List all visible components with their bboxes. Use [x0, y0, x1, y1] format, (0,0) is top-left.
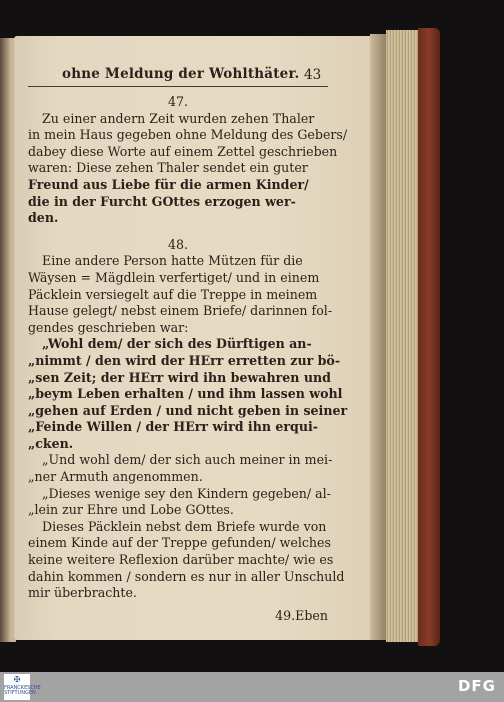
text-body	[28, 94, 348, 602]
library-logo-line: STIFTUNGEN	[4, 690, 36, 697]
text-line: Freund aus Liebe für die armen Kinder/	[28, 176, 309, 192]
text-line: den.	[28, 210, 59, 226]
text-line: Zu einer andern Zeit wurden zehen Thaler	[42, 110, 315, 126]
text-line: „sen Zeit; der HErr wird ihn bewahren und	[28, 369, 331, 385]
running-title: ohne Meldung der Wohlthäter.	[62, 66, 300, 82]
section-number: 47.	[167, 94, 189, 109]
text-line: „lein zur Ehre und Lobe GOttes.	[28, 502, 234, 518]
page-text	[28, 60, 348, 624]
text-line: „Und wohl dem/ der sich auch meiner in mei-	[42, 452, 333, 468]
page-header	[28, 60, 328, 82]
dfg-logo[interactable]: DFG	[457, 677, 496, 695]
catchword: 49.Eben	[275, 607, 328, 623]
page-number: 43	[304, 67, 322, 83]
text-line: „Wohl dem/ der sich des Dürftigen an-	[42, 336, 312, 352]
text-line: „nimmt / den wird der HErr erretten zur bö-	[28, 352, 341, 368]
text-line: Dieses Päcklein nebst dem Briefe wurde von	[42, 518, 327, 534]
text-line: „beym Leben erhalten / und ihm lassen wohl	[28, 386, 343, 402]
text-line: „Feinde Willen / der HErr wird ihn erqui-	[28, 419, 319, 435]
text-line: Eine andere Person hatte Mützen für die	[42, 253, 303, 269]
text-line: Päcklein versiegelt auf die Treppe in meinem	[28, 286, 318, 302]
text-line: „cken.	[28, 435, 74, 451]
text-line: keine weitere Reflexion darüber machte/ wie es	[28, 552, 334, 568]
text-line: einem Kinde auf der Treppe gefunden/ welches	[28, 535, 331, 551]
text-line: dahin kommen / sondern es nur in aller Unschuld	[28, 568, 345, 584]
text-line: dabey diese Worte auf einem Zettel geschrieben	[28, 143, 338, 159]
text-line: Wäysen = Mägdlein verfertiget/ und in einem	[28, 269, 320, 285]
text-line: Hause gelegt/ nebst einem Briefe/ darinnen fol-	[28, 303, 333, 319]
text-line: gendes geschrieben war:	[28, 319, 189, 335]
header-rule	[28, 86, 328, 87]
page-stack-fore-edge	[386, 30, 420, 642]
viewer-footer-bar	[0, 672, 504, 702]
book-cover-edge	[418, 28, 440, 646]
text-line: die in der Furcht GOttes erzogen wer-	[28, 193, 296, 209]
text-line: „ner Armuth angenommen.	[28, 469, 203, 485]
library-logo[interactable]	[4, 674, 41, 700]
text-line: „gehen auf Erden / und nicht geben in seiner	[28, 402, 348, 418]
text-line: mir überbrachte.	[28, 585, 137, 601]
text-line: „Dieses wenige sey den Kindern gegeben/ al-	[42, 485, 331, 501]
library-logo-icon: ✠	[13, 675, 21, 684]
text-line: in mein Haus gegeben ohne Meldung des Gebers/	[28, 127, 348, 143]
text-line: waren: Diese zehen Thaler sendet ein guter	[28, 160, 308, 176]
section-number: 48.	[167, 236, 189, 252]
library-logo-line: FRANCKESCHE	[4, 685, 41, 691]
